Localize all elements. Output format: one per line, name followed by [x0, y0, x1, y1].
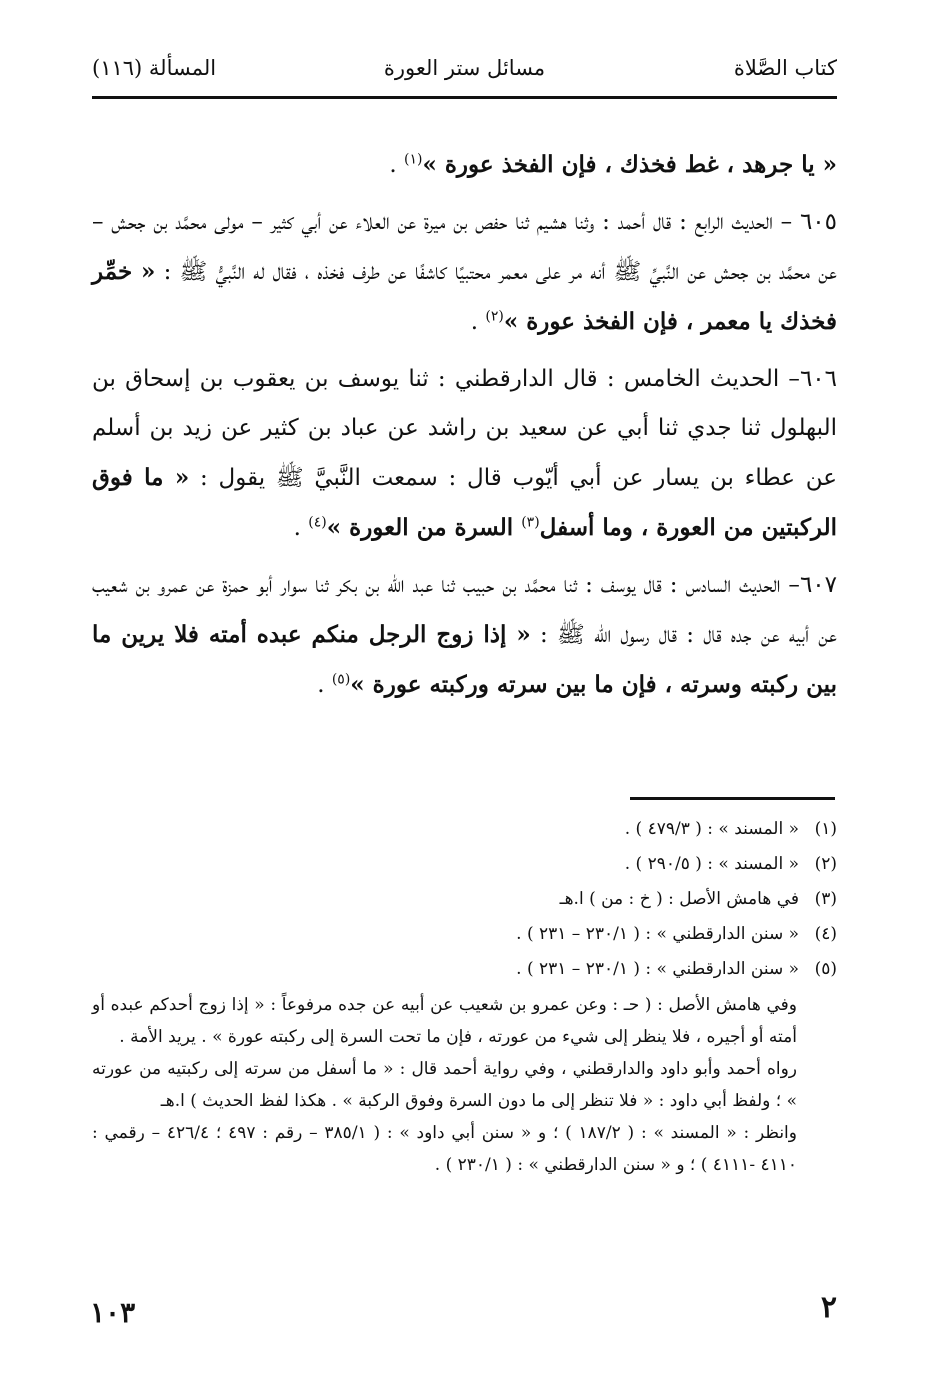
- footnote-number: (٣): [814, 889, 837, 909]
- footnote-ref: (٢): [485, 308, 504, 325]
- header-issue-number: المسألة (١١٦): [92, 56, 217, 80]
- footnote: [92, 952, 837, 987]
- hadith-quote: « ما فوق الركبتين من العورة ، وما أسفل: [92, 464, 837, 541]
- footnote-ref: (١): [404, 151, 423, 168]
- header-book-title: كتاب الصَّلاة: [733, 56, 837, 80]
- period: .: [389, 152, 404, 178]
- paragraph-606: [92, 355, 837, 553]
- footnote-ref: (٤): [308, 514, 327, 531]
- footnote-number: (٢): [814, 854, 837, 874]
- paragraph-605: [92, 198, 837, 347]
- hadith-quote: « يا جرهد ، غط فخذك ، فإن الفخذ عورة »: [422, 151, 837, 178]
- footnote-number: (٥): [814, 959, 837, 979]
- footnote-text: « المسند » : ( ٤٧٩/٣ ) .: [624, 819, 799, 839]
- paragraph-1: [92, 140, 837, 190]
- footnote-ref: (٣): [521, 514, 540, 531]
- hadith-chain: ٦٠٥ – الحديث الرابع : قال أحمد : وثنا هشيم ثنا حفص بن ميرة عن العلاء عن أبي كثير – مولى محمَّد بن جحش – عن محمَّد بن جحش عن النَّبيِّ ﷺ أنه مر على معمر محتبيًا كاشفًا عن طرف فخذه ، فقال له النَّبيُّ ﷺ :: [92, 209, 837, 285]
- signature-mark: ٢: [820, 1290, 837, 1325]
- footnote-5-continuation: [92, 989, 837, 1181]
- footnote-ref: (٥): [331, 671, 351, 688]
- footnote-number: (٤): [814, 924, 837, 944]
- main-text: [92, 140, 837, 710]
- hadith-quote: « خمِّر فخذك يا معمر ، فإن الفخذ عورة »: [92, 258, 837, 335]
- margin-note: وفي هامش الأصل : ( حـ : وعن عمرو بن شعيب عن أبيه عن جده مرفوعاً : « إذا زوج أحدكم عبده أو أمته أو أجيره ، فلا ينظر إلى شيء من عورته ، فإن ما تحت السرة إلى ركبته عورة » . يريد الأمة .: [92, 995, 797, 1047]
- hadith-quote: « إذا زوج الرجل منكم عبده أمته فلا يرين ما بين ركبته وسرته ، فإن ما بين سرته وركبته عورة »: [92, 621, 837, 698]
- header-chapter-title: مسائل ستر العورة: [383, 56, 546, 80]
- hadith-quote: السرة من العورة »: [326, 514, 522, 541]
- footnote: [92, 812, 837, 847]
- references-note: وانظر : « المسند » : ( ١٨٧/٢ ) ؛ و « سنن أبي داود » : ( ٣٨٥/١ – رقم : ٤٩٧ ؛ ٤٢٦/٤ – رقمي : ٤١١٠ -٤١١١ ) ؛ و « سنن الدارقطني » : ( ٢٣٠/١ ) .: [92, 1123, 797, 1175]
- footnote-rule: [630, 797, 835, 800]
- footnotes: [92, 812, 837, 1181]
- footnote-text: في هامش الأصل : ( خ : من ) ا.هـ: [559, 889, 799, 909]
- footnote-text: « المسند » : ( ٢٩٠/٥ ) .: [624, 854, 799, 874]
- header-rule: [92, 96, 837, 99]
- footnote-number: (١): [814, 819, 837, 839]
- footnote-text: « سنن الدارقطني » : ( ٢٣٠/١ – ٢٣١ ) .: [516, 924, 799, 944]
- hadith-chain: ٦٠٦– الحديث الخامس : قال الدارقطني : ثنا يوسف بن يعقوب بن إسحاق بن البهلول ثنا جدي ثنا أبي عن سعيد بن راشد عن عباد بن كثير عن زيد بن أسلم عن عطاء بن يسار عن أبي أيّوب قال : سمعت النَّبيَّ ﷺ يقول :: [92, 366, 837, 491]
- hadith-chain: ٦٠٧– الحديث السادس : قال يوسف : ثنا محمَّد بن حبيب ثنا عبد الله بن بكر ثنا سوار أبو حمزة عن عمرو بن شعيب عن أبيه عن جده قال : قال رسول الله ﷺ :: [92, 572, 837, 648]
- takhrij-note: رواه أحمد وأبو داود والدارقطني ، وفي رواية أحمد قال : « ما أسفل من سرته إلى ركبتيه من عورته » ؛ ولفظ أبي داود : « فلا تنظر إلى ما دون السرة وفوق الركبة » . هكذا لفظ الحديث ) ا.هـ: [92, 1059, 797, 1111]
- period: .: [317, 672, 332, 698]
- footnote-text: « سنن الدارقطني » : ( ٢٣٠/١ – ٢٣١ ) .: [516, 959, 799, 979]
- footnote: [92, 917, 837, 952]
- footnote: [92, 847, 837, 882]
- period: .: [293, 515, 309, 541]
- footnote: [92, 882, 837, 917]
- page-number: ١٠٣: [90, 1296, 136, 1329]
- period: .: [470, 309, 486, 335]
- running-header: [92, 50, 837, 90]
- paragraph-607: [92, 561, 837, 710]
